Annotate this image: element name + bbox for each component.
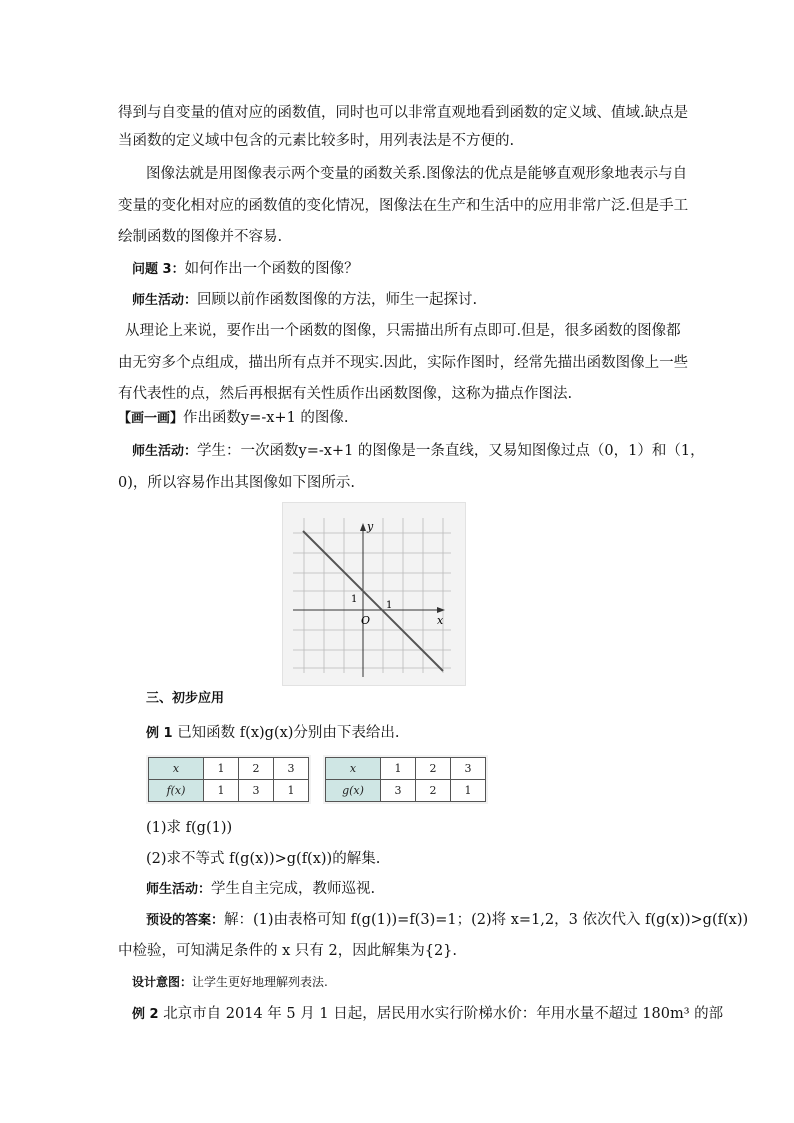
draw-task [118, 408, 684, 429]
activity-1 [132, 290, 698, 311]
question-1: (1)求 f(g(1)) [146, 820, 233, 836]
table-cell: 1 [204, 780, 239, 802]
grid-lines [293, 518, 451, 673]
table-cell: 2 [416, 758, 451, 780]
example-2 [132, 1004, 724, 1025]
table-row [326, 780, 486, 802]
table-f-wrapper [146, 755, 311, 804]
paragraph-line: 变量的变化相对应的函数值的变化情况，图像法在生产和生活中的应用非常广泛.但是手工 [118, 198, 689, 214]
paragraph-line: 当函数的定义域中包含的元素比较多时，用列表法是不方便的. [118, 133, 515, 149]
table-cell: 1 [204, 758, 239, 780]
question-text: 如何作出一个函数的图像？ [184, 261, 359, 277]
activity-2 [132, 441, 705, 462]
x-axis-arrow [437, 607, 445, 613]
table-cell: 3 [451, 758, 486, 780]
table-cell: g(x) [326, 780, 381, 802]
y-axis-arrow [360, 523, 366, 531]
paragraph-line: 由无穷多个点组成，描出所有点并不现实.因此，实际作图时，经常先描出函数图像上一些 [118, 355, 689, 371]
table-row [149, 780, 309, 802]
answer [146, 910, 749, 931]
table-row [326, 758, 486, 780]
activity-text: 回顾以前作函数图像的方法，师生一起探讨. [197, 292, 478, 308]
y-axis-label: y [367, 520, 374, 533]
question-3 [132, 259, 698, 280]
table-cell: 1 [451, 780, 486, 802]
draw-label: 【画一画】 [118, 411, 184, 426]
table-cell: 2 [239, 758, 274, 780]
x-axis-label: x [437, 614, 444, 627]
x-tick-label: 1 [386, 600, 393, 611]
table-cell: 1 [274, 780, 309, 802]
paragraph-line: 中检验，可知满足条件的 x 只有 2，因此解集为{2}. [118, 943, 458, 959]
activity-text: 学生自主完成，教师巡视. [211, 881, 376, 897]
example-label: 例 2 [132, 1007, 159, 1022]
section-heading: 三、初步应用 [146, 691, 225, 706]
table-cell: 3 [239, 780, 274, 802]
activity-label: 师生活动： [132, 293, 198, 308]
design-intent [132, 972, 698, 992]
answer-label: 预设的答案： [146, 913, 225, 928]
question-2: (2)求不等式 f(g(x))>g(f(x))的解集. [146, 851, 381, 867]
example-text: 北京市自 2014 年 5 月 1 日起，居民用水实行阶梯水价：年用水量不超过 180m³ 的部 [163, 1006, 724, 1022]
table-cell: x [326, 758, 381, 780]
activity-label: 师生活动： [132, 444, 198, 459]
activity-label: 师生活动： [146, 882, 212, 897]
paragraph-line: 从理论上来说，要作出一个函数的图像，只需描出所有点即可.但是，很多函数的图像都 [125, 323, 681, 339]
table-g [325, 757, 486, 802]
paragraph-line: 有代表性的点，然后再根据有关性质作出函数图像，这称为描点作图法. [118, 386, 573, 402]
paragraph-line: 0)，所以容易作出其图像如下图所示. [118, 475, 355, 491]
design-label: 设计意图： [132, 975, 193, 989]
activity-3 [146, 879, 712, 900]
paragraph-line: 图像法就是用图像表示两个变量的函数关系.图像法的优点是能够直观形象地表示与自 [146, 166, 688, 182]
example-1 [146, 723, 712, 744]
table-cell: 3 [274, 758, 309, 780]
design-text: 让学生更好地理解列表法. [192, 975, 328, 989]
origin-label: O [361, 614, 371, 627]
paragraph-line: 绘制函数的图像并不容易. [118, 229, 283, 245]
question-label: 问题 3： [132, 262, 185, 277]
paragraph-line: 得到与自变量的值对应的函数值，同时也可以非常直观地看到函数的定义域、值域.缺点是 [118, 105, 689, 121]
function-graph [282, 502, 466, 686]
y-tick-label: 1 [351, 594, 358, 605]
table-g-wrapper [323, 755, 488, 804]
activity-text: 学生：一次函数y=-x+1 的图像是一条直线，又易知图像过点（0，1）和（1， [197, 443, 705, 459]
draw-text: 作出函数y=-x+1 的图像. [183, 410, 349, 426]
table-cell: 3 [381, 780, 416, 802]
table-row [149, 758, 309, 780]
example-label: 例 1 [146, 726, 173, 741]
graph-svg [283, 503, 465, 685]
table-cell: 1 [381, 758, 416, 780]
table-cell: x [149, 758, 204, 780]
answer-text: 解：(1)由表格可知 f(g(1))=f(3)=1；(2)将 x=1,2，3 依次代入 f(g(x))>g(f(x)) [224, 912, 749, 928]
table-cell: 2 [416, 780, 451, 802]
table-f [148, 757, 309, 802]
table-cell: f(x) [149, 780, 204, 802]
example-text: 已知函数 f(x)g(x)分别由下表给出. [177, 725, 400, 741]
